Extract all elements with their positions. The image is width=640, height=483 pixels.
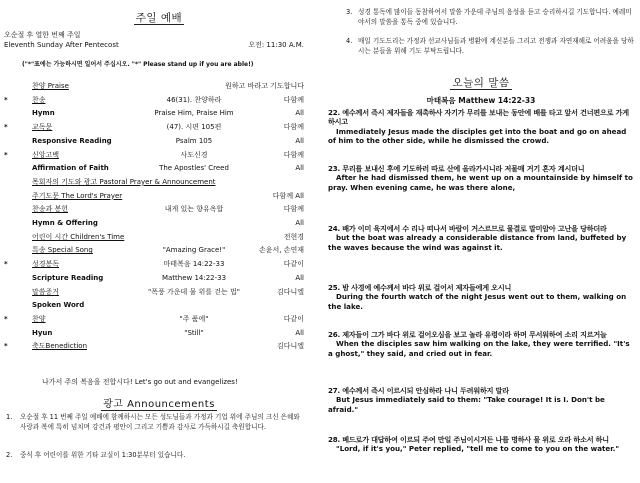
verse [328,435,634,454]
order-item-name: 찬양 [32,314,46,323]
verse-english: During the fourth watch of the night Jesus went out to them, walking on the lake. [328,292,627,311]
order-item-name: 주기도문 The Lord's Prayer [32,191,123,200]
order-item-name: 특송 Special Song [32,246,93,255]
service-time: 오전: 11:30 A.M. [248,41,304,49]
order-item-leader: 전현경 [283,232,304,241]
order-item-leader: 다함께 [283,150,304,159]
stand-marker: * [4,95,8,104]
order-item-leader: 손윤서, 손연재 [258,246,304,255]
order-item-leader: All [295,136,304,145]
order-item-name: 교독문 [32,123,53,132]
verse-korean: 28. 베드로가 대답하여 이르되 주여 만일 주님이시거든 나를 명하사 물 위로 오라 하소서 하니 [328,435,609,444]
stand-marker: * [4,260,8,269]
verse-korean: 24. 배가 이미 육지에서 수 리나 떠나서 바람이 거스르므로 물결로 말미암아 고난을 당하더라 [328,224,607,233]
verse [328,108,634,146]
announcement-item: 3. 성경 통독에 많이들 동참하여서 말씀 가운데 주님의 음성을 듣고 승리하시길 기도합니다. 예레미야서의 말씀을 통독 중에 있습니다. [346,8,632,26]
order-item-detail: 사도신경 [180,150,208,159]
verse-english: "Lord, if it's you," Peter replied, "tell me to come to you on the water." [336,444,620,454]
order-item-detail: "주 품에" [179,314,209,323]
order-item-leader: 다함께 [283,205,304,214]
worship-title: 주일 예배 [135,12,183,24]
verse-english: When the disciples saw him walking on the lake, they were terrified. "It's a ghost," they said, and cried out in fear. [328,339,630,358]
order-item-name: 말씀증거 [32,287,60,296]
stand-notice: ("*"표에는 가능하시면 일어서 주십시오. "*" Please stand up if you are able!) [22,61,254,68]
verse-korean: 25. 밤 사경에 예수께서 바다 위로 걸어서 제자들에게 오시니 [328,283,512,292]
closing-line: 나가서 주의 복음을 전합시다! Let's go out and evangelizes! [42,378,238,386]
stand-marker: * [4,150,8,159]
passage-reference: 마태복음 Matthew 14:22-33 [426,96,536,105]
order-item-leader: 김다니엘 [276,287,304,296]
order-item-leader: 김다니엘 [276,342,304,351]
order-item-leader: All [295,273,304,282]
verse-korean: 23. 무리를 보내신 후에 기도하러 따로 산에 올라가시니라 저물매 거기 혼자 계시더니 [328,164,585,173]
announcements-title: 광고 Announcements [103,399,215,410]
service-name-ko: 오순절 후 열한 번째 주일 [4,31,81,39]
order-item-detail: Matthew 14:22-33 [161,273,227,282]
verse-korean: 27. 예수께서 즉시 이르시되 안심하라 나니 두려워하지 말라 [328,386,509,395]
order-item-leader: All [295,164,304,173]
order-item-detail: "Amazing Grace!" [162,246,226,255]
order-item-detail: "폭풍 가운데 물 위를 걷는 법" [148,287,240,296]
order-item-leader: All [295,328,304,337]
stand-marker: * [4,314,8,323]
verse [328,224,634,252]
verse-english: but the boat was already a considerable distance from land, buffeted by the waves because the wind was against it. [328,233,627,252]
order-item-name: Hymn [32,109,55,118]
order-item-name: Affirmation of Faith [32,164,109,173]
stand-marker: * [4,342,8,351]
order-item-name: 찬송 [32,95,46,104]
order-item-name: Responsive Reading [32,136,112,145]
order-item-name: 성경봉독 [32,260,60,269]
verse-english: Immediately Jesus made the disciples get into the boat and go on ahead of him to the other side, while he dismissed the crowd. [328,126,627,146]
verse [328,386,634,414]
announcement-item: 4. 매일 기도드리는 가정과 선교사님들과 병환에 계신분들 그리고 전쟁과 자연재해로 어려움을 당하시는 분들을 위해 기도 부탁드립니다. [346,37,634,55]
order-item-name: 목회자의 기도와 광고 Pastoral Prayer & Announcement [32,177,216,186]
order-item-name: Spoken Word [32,301,85,310]
announcement-item: 1. 오순절 후 11 번째 주일 예배에 함께하시는 모든 성도님들과 가정과 기업 위에 주님의 크신 은혜와 사랑과 복에 특히 넘치며 강건과 평안이 그리고 기쁨과 감사로 가득하시길 축원합니다. [6,413,300,431]
order-item-leader: All [295,109,304,118]
order-item-name: Hymn & Offering [32,219,98,227]
order-item-detail: Praise Him, Praise Him [154,109,234,118]
order-item-detail: "Still" [184,328,204,337]
order-item-detail: (47). 시편 105편 [166,123,222,132]
verse [328,283,634,311]
order-item-name: 신앙고백 [32,150,60,159]
verse [328,330,634,358]
verse [328,164,634,192]
order-item-leader: 다함께 All [272,191,304,200]
order-item-name: 찬양 Praise [32,82,69,90]
order-item-leader: 다같이 [283,260,304,269]
order-item-name: Hyun [32,328,53,337]
verse-korean: 26. 제자들이 그가 바다 위로 걸어오심을 보고 놀라 유령이라 하며 무서워하여 소리 지르거늘 [328,330,607,339]
todays-word-title: 오늘의 말씀 [452,77,510,89]
order-item-leader: All [295,219,304,227]
order-item-detail: 내게 있는 향유옥합 [164,205,224,214]
order-item-name: 축도Benediction [32,342,88,351]
verse-english: After he had dismissed them, he went up on a mountainside by himself to pray. When evening came, he was there alone, [328,173,633,192]
order-item-name: 찬송과 봉헌 [32,205,69,214]
order-item-leader: 다함께 [283,123,304,132]
verse-english: But Jesus immediately said to them: "Take courage! It is I. Don't be afraid." [328,395,605,414]
service-name-en: Eleventh Sunday After Pentecost [4,41,119,49]
order-item-leader: 다같이 [283,314,304,323]
order-item-detail: The Apostles' Creed [159,164,229,173]
announcement-item: 2. 중식 후 어린이를 위한 기타 교실이 1:30분부터 있습니다. [6,451,186,459]
order-item-leader: 다함께 [283,95,304,104]
order-item-leader: 원하고 바라고 기도합니다 [225,82,304,90]
service-header [4,41,304,50]
order-item-name: Scripture Reading [32,273,104,282]
order-item-detail: 46(31). 찬양하라 [166,95,222,104]
stand-marker: * [4,123,8,132]
order-item-name: 어린이 시간 Children's Time [32,232,125,241]
verse-korean: 22. 예수께서 즉시 제자들을 재촉하사 자기가 무리를 보내는 동안에 배를 타고 앞서 건너편으로 가게 하시고 [328,108,629,127]
order-item-detail: 마태복음 14:22-33 [163,260,225,269]
order-item-detail: Psalm 105 [175,136,213,145]
